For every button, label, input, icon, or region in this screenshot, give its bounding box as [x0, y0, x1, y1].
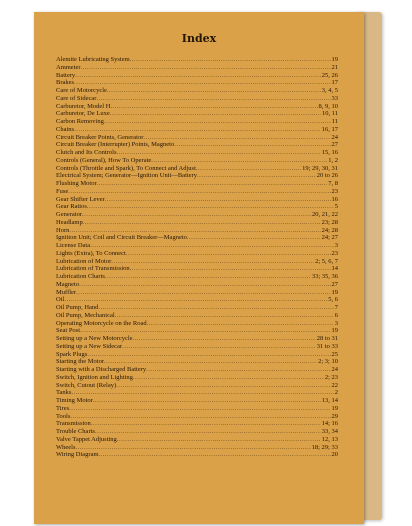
leader-dots — [99, 451, 331, 459]
index-entry-label: Circuit Breaker (Interrupter) Points, Magneto — [56, 141, 175, 149]
index-entry-label: Setting up a New Sidecar — [56, 342, 123, 350]
index-entry-pages: 27 — [331, 141, 338, 149]
index-entry-pages: 23; 28 — [321, 218, 338, 226]
index-entry-label: Transmission — [56, 420, 91, 428]
leader-dots — [70, 413, 330, 421]
index-entry-label: Switch, Ignition and Lighting — [56, 373, 133, 381]
leader-dots — [75, 72, 321, 80]
index-entry-label: Valve Tappet Adjusting — [56, 435, 117, 443]
index-entry — [56, 304, 338, 312]
index-entry-label: Care of Sidecar — [56, 94, 97, 102]
leader-dots — [130, 56, 331, 64]
index-entry-label: Care of Motorcycle — [56, 87, 107, 94]
index-entry-label: Seat Post — [56, 327, 81, 335]
index-entry — [56, 320, 338, 328]
index-entry-pages: 14; 16 — [321, 420, 338, 428]
index-entry-pages: 3 — [334, 242, 338, 249]
index-entry — [56, 296, 338, 304]
index-entry-label: Carburetor, Model H — [56, 102, 111, 110]
index-entry-label: Fuse — [56, 187, 69, 195]
index-entry-pages: 33; 35, 36 — [311, 273, 338, 280]
index-entry-pages: 6 — [334, 311, 338, 319]
index-entry-pages: 31 to 33 — [316, 342, 338, 350]
index-entry-label: Starting with a Discharged Battery — [56, 366, 147, 373]
leader-dots — [104, 118, 331, 126]
leader-dots — [143, 134, 330, 142]
index-entry — [56, 428, 338, 436]
index-entry-label: Magneto — [56, 280, 80, 288]
index-entry-pages: 19 — [331, 327, 338, 335]
index-page — [34, 12, 364, 524]
leader-dots — [104, 358, 317, 366]
index-entry-pages: 22 — [331, 381, 338, 389]
leader-dots — [110, 110, 321, 118]
leader-dots — [79, 281, 330, 289]
index-entry — [56, 397, 338, 405]
index-entry-pages: 20, 21, 22 — [312, 211, 338, 218]
index-entry — [56, 327, 338, 335]
leader-dots — [71, 389, 333, 397]
index-entry-label: Timing Motor — [56, 397, 93, 404]
index-entry — [56, 126, 338, 134]
index-entry — [56, 382, 338, 390]
index-entry — [56, 436, 338, 444]
leader-dots — [133, 335, 316, 343]
index-entry-label: Alemite Lubricating System — [56, 56, 130, 63]
leader-dots — [90, 242, 334, 250]
index-entry — [56, 413, 338, 421]
leader-dots — [105, 273, 311, 281]
index-entry — [56, 211, 338, 219]
index-entry-pages: 33, 34 — [321, 428, 338, 435]
index-entry-label: License Data — [56, 242, 91, 249]
leader-dots — [146, 366, 330, 374]
index-entry — [56, 56, 338, 64]
index-entry — [56, 444, 338, 452]
leader-dots — [117, 436, 321, 444]
leader-dots — [133, 374, 324, 382]
index-entry-pages: 12, 13 — [321, 435, 338, 443]
index-entry-pages: 19 — [331, 404, 338, 412]
index-entry-pages: 29 — [331, 412, 338, 420]
leader-dots — [151, 157, 327, 165]
index-entry-label: Battery — [56, 71, 76, 79]
index-entry-pages: 16, 17 — [321, 125, 338, 133]
leader-dots — [64, 296, 327, 304]
leader-dots — [111, 258, 314, 266]
index-entry-label: Electrical System; Generator—Ignition Unit—Battery — [56, 172, 197, 180]
index-entry — [56, 103, 338, 111]
index-entry-label: Ammeter — [56, 63, 81, 71]
index-entry — [56, 374, 338, 382]
index-entry-pages: 24; 28 — [321, 226, 338, 234]
index-entry-pages: 20 — [331, 451, 338, 459]
index-entry-pages: 1, 2 — [328, 156, 338, 164]
index-entry — [56, 227, 338, 235]
index-entry-label: Carburetor, De Luxe — [56, 110, 110, 118]
index-entry-label: Carbon Removing — [56, 118, 104, 125]
index-entry-label: Flushing Motor — [56, 180, 97, 187]
leader-dots — [122, 343, 316, 351]
index-entry — [56, 118, 338, 126]
index-entry-label: Tires — [56, 404, 70, 412]
index-entry-label: Controls (General), How To Operate — [56, 156, 152, 164]
leader-dots — [130, 265, 331, 273]
leader-dots — [83, 219, 321, 227]
index-entry — [56, 451, 338, 459]
index-entry-label: Gear Shifter Lever — [56, 195, 105, 203]
leader-dots — [116, 149, 320, 157]
index-entry-label: Muffler — [56, 288, 77, 296]
index-entry-pages: 7, 8 — [328, 180, 338, 187]
index-entry-pages: 2; 23 — [324, 373, 338, 381]
index-entry-label: Brakes — [56, 79, 75, 87]
index-entry — [56, 389, 338, 397]
index-entry-pages: 14 — [331, 265, 338, 273]
index-entry-pages: 10, 11 — [321, 110, 338, 118]
index-entry-label: Circuit Breaker Points, Generator — [56, 133, 144, 141]
index-entry — [56, 420, 338, 428]
index-entry-label: Setting up a New Motorcycle — [56, 335, 133, 342]
index-entry-pages: 13, 14 — [321, 397, 338, 404]
leader-dots — [69, 405, 330, 413]
leader-dots — [68, 188, 330, 196]
leader-dots — [126, 250, 331, 258]
index-entry — [56, 312, 338, 320]
leader-dots — [91, 420, 321, 428]
leader-dots — [87, 203, 334, 211]
index-entry-pages: 23 — [331, 187, 338, 195]
leader-dots — [147, 320, 334, 328]
index-entry-label: Ignition Unit; Coil and Circuit Breaker—Magneto — [56, 234, 187, 242]
leader-dots — [97, 180, 328, 188]
index-entry-pages: 15, 16 — [321, 149, 338, 156]
index-entry-label: Tanks — [56, 389, 72, 397]
index-entry-pages: 19 — [331, 288, 338, 296]
index-entry — [56, 335, 338, 343]
index-entry — [56, 265, 338, 273]
index-entry — [56, 110, 338, 118]
index-entry-label: Switch, Cutout (Relay) — [56, 381, 117, 389]
index-entry — [56, 281, 338, 289]
index-entry-pages: 19 — [331, 56, 338, 63]
leader-dots — [82, 211, 311, 219]
leader-dots — [110, 103, 317, 111]
index-entry-pages: 5, 6 — [328, 296, 338, 304]
index-entry — [56, 273, 338, 281]
index-entry — [56, 188, 338, 196]
index-entry-pages: 25, 26 — [321, 71, 338, 79]
leader-dots — [69, 227, 320, 235]
index-entry — [56, 87, 338, 95]
index-entry-label: Trouble Charts — [56, 428, 95, 435]
index-entry-label: Oil Pump, Hand — [56, 304, 99, 311]
index-entry — [56, 258, 338, 266]
index-list — [56, 56, 338, 459]
index-entry-pages: 25 — [331, 350, 338, 358]
leader-dots — [76, 444, 311, 452]
leader-dots — [96, 95, 330, 103]
index-entry-pages: 3, 4, 5 — [321, 87, 338, 94]
index-entry — [56, 134, 338, 142]
leader-dots — [98, 304, 333, 312]
index-entry-pages: 33 — [331, 94, 338, 102]
index-entry-label: Headlamp — [56, 218, 83, 226]
index-entry-pages: 8, 9, 10 — [318, 102, 338, 110]
leader-dots — [174, 141, 330, 149]
index-entry — [56, 405, 338, 413]
index-entry-label: Operating Motorcycle on the Road — [56, 319, 147, 327]
leader-dots — [81, 64, 331, 72]
leader-dots — [196, 165, 301, 173]
leader-dots — [80, 327, 330, 335]
index-entry-label: Horn — [56, 226, 70, 234]
index-entry-pages: 19; 29, 30, 31 — [302, 164, 338, 172]
index-entry-pages: 20 to 26 — [316, 172, 338, 180]
index-entry — [56, 149, 338, 157]
index-entry-pages: 5 — [334, 203, 338, 211]
index-entry-pages: 11 — [331, 118, 338, 125]
index-entry — [56, 79, 338, 87]
index-entry-label: Starting the Motor — [56, 358, 105, 366]
index-entry-pages: 16 — [331, 195, 338, 203]
index-entry-label: Generator — [56, 211, 82, 218]
leader-dots — [187, 234, 321, 242]
index-entry — [56, 203, 338, 211]
index-entry — [56, 250, 338, 258]
index-entry — [56, 180, 338, 188]
index-entry-label: Wiring Diagram — [56, 451, 99, 459]
index-entry — [56, 72, 338, 80]
index-entry-label: Lubrication Charts — [56, 273, 105, 280]
index-entry-label: Spark Plugs — [56, 350, 88, 358]
index-entry-pages: 24 — [331, 366, 338, 373]
leader-dots — [74, 126, 321, 134]
index-entry — [56, 141, 338, 149]
page-title: Index — [181, 32, 217, 45]
index-entry-label: Lights (Extra), To Connect — [56, 249, 126, 257]
index-entry — [56, 358, 338, 366]
leader-dots — [197, 172, 316, 180]
index-entry-pages: 7 — [334, 304, 338, 311]
index-entry — [56, 196, 338, 204]
index-entry-pages: 24 — [331, 133, 338, 141]
index-entry-pages: 27 — [331, 280, 338, 288]
leader-dots — [87, 351, 330, 359]
index-entry — [56, 343, 338, 351]
index-entry-label: Clutch and Its Controls — [56, 149, 117, 156]
index-entry-pages: 24; 27 — [321, 234, 338, 242]
leader-dots — [107, 87, 321, 95]
index-entry — [56, 64, 338, 72]
leader-dots — [95, 428, 321, 436]
leader-dots — [116, 382, 330, 390]
index-entry-label: Controls (Throttle and Spark), To Connect and Adjust — [56, 164, 196, 172]
index-entry-label: Gear Ratios — [56, 203, 87, 211]
index-entry-pages: 23 — [331, 249, 338, 257]
index-entry-label: Lubrication of Motor — [56, 257, 112, 265]
leader-dots — [76, 289, 330, 297]
index-entry — [56, 165, 338, 173]
index-entry-pages: 2; 3; 10 — [318, 358, 338, 366]
leader-dots — [115, 312, 334, 320]
index-entry — [56, 351, 338, 359]
index-entry — [56, 366, 338, 374]
index-entry — [56, 234, 338, 242]
index-entry — [56, 219, 338, 227]
index-entry — [56, 289, 338, 297]
index-entry-label: Tools — [56, 412, 71, 420]
index-entry-label: Oil — [56, 296, 65, 304]
index-entry-pages: 18; 29; 33 — [311, 443, 338, 451]
index-entry — [56, 172, 338, 180]
index-entry-label: Lubrication of Transmission — [56, 265, 130, 273]
index-entry-label: Oil Pump, Mechanical — [56, 311, 115, 319]
index-entry-pages: 2 — [334, 389, 338, 397]
index-entry — [56, 95, 338, 103]
index-entry-pages: 28 to 31 — [316, 335, 338, 342]
index-entry-pages: 3 — [334, 319, 338, 327]
leader-dots — [105, 196, 331, 204]
index-entry-label: Chains — [56, 125, 75, 133]
index-entry-label: Wheels — [56, 443, 76, 451]
index-entry-pages: 21 — [331, 63, 338, 71]
index-entry-pages: 2; 5, 6, 7 — [315, 257, 338, 265]
index-entry — [56, 157, 338, 165]
leader-dots — [93, 397, 321, 405]
index-entry — [56, 242, 338, 250]
leader-dots — [74, 79, 330, 87]
index-entry-pages: 17 — [331, 79, 338, 87]
